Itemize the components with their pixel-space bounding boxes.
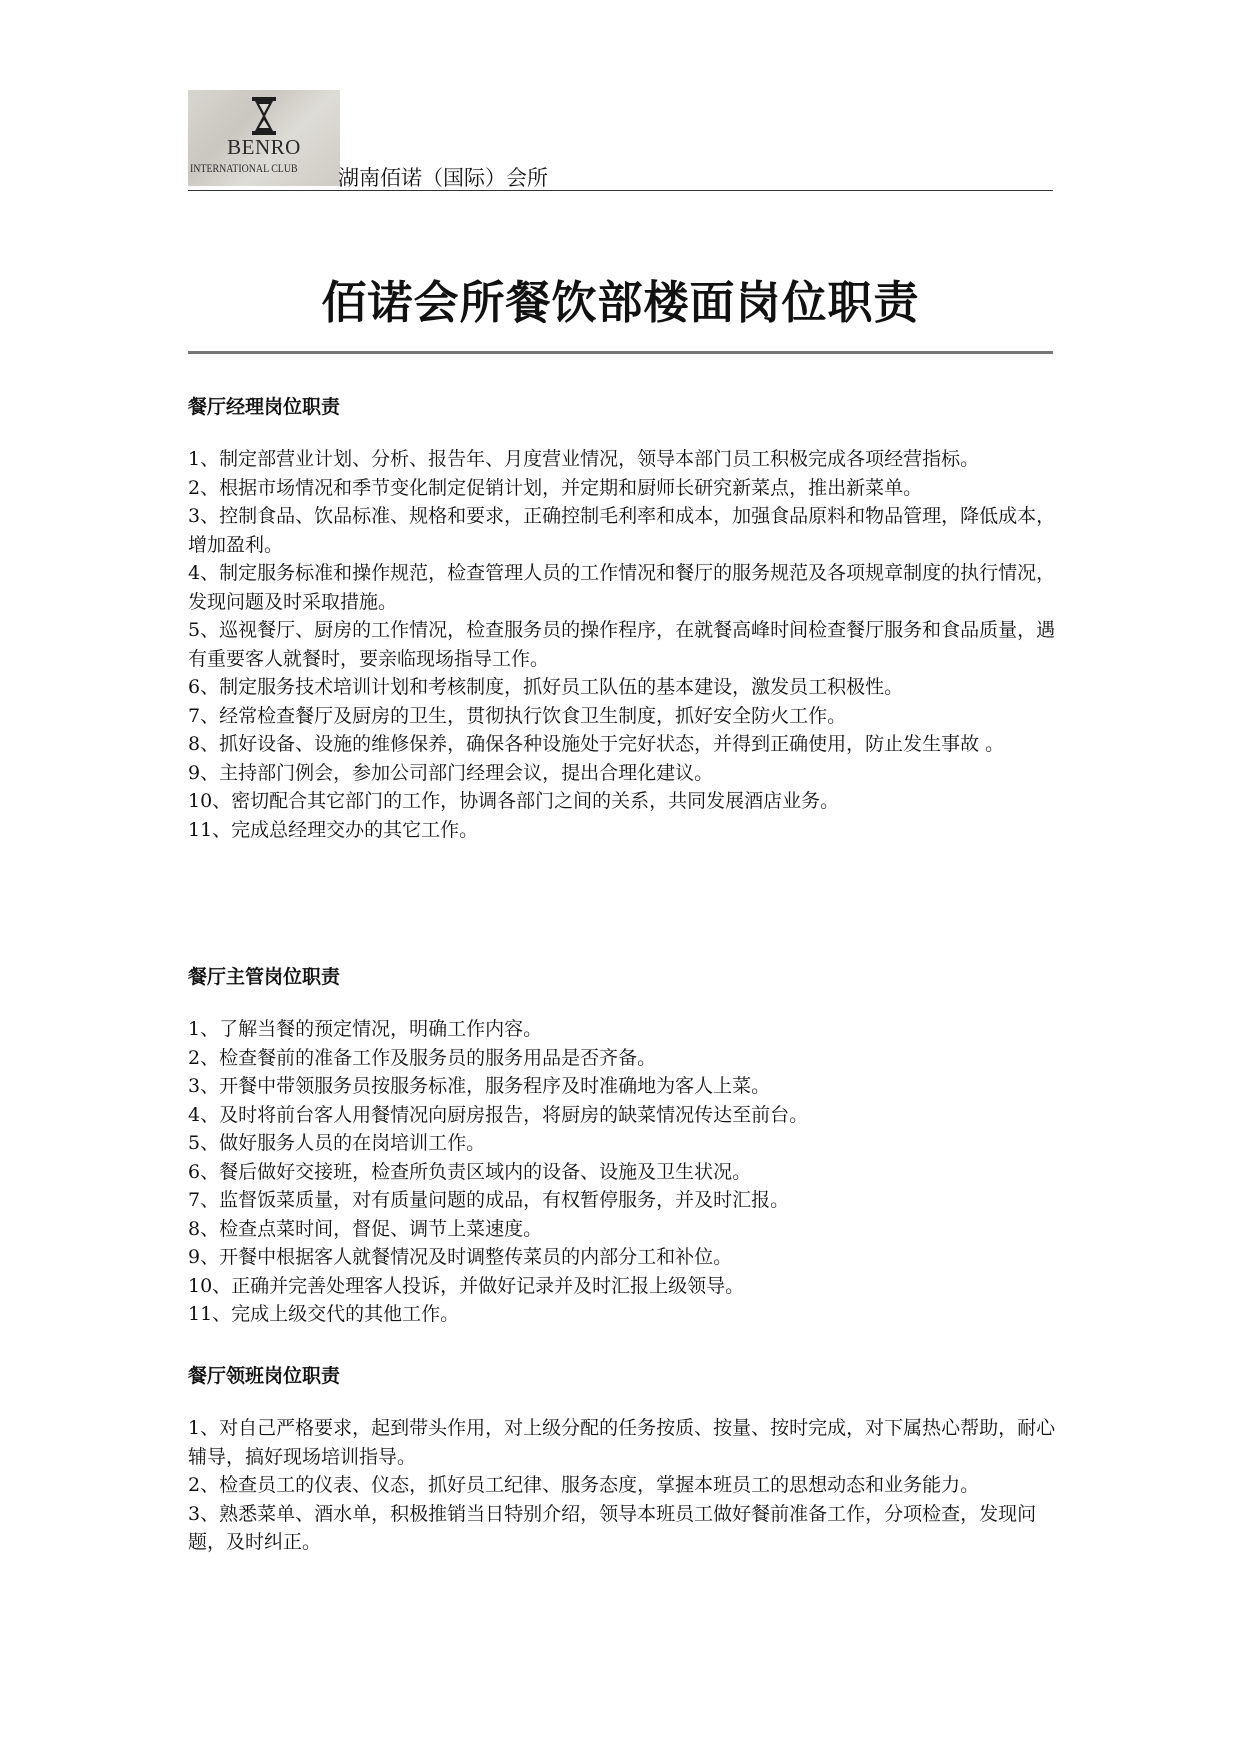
title-divider bbox=[188, 351, 1053, 354]
section-restaurant-manager bbox=[188, 393, 1058, 844]
duty-item: 8、抓好设备、设施的维修保养，确保各种设施处于完好状态，并得到正确使用，防止发生事故 。 bbox=[188, 733, 1005, 755]
document-title: 佰诺会所餐饮部楼面岗位职责 bbox=[321, 276, 920, 329]
benro-logo bbox=[188, 90, 340, 186]
duty-item: 10、正确并完善处理客人投诉，并做好记录并及时汇报上级领导。 bbox=[188, 1274, 745, 1297]
duty-item: 5、巡视餐厅、厨房的工作情况，检查服务员的操作程序，在就餐高峰时间检查餐厅服务和食品质量，遇有重要客人就餐时，要亲临现场指导工作。 bbox=[188, 619, 1056, 670]
duty-list bbox=[188, 445, 1058, 844]
page-header bbox=[188, 90, 1053, 191]
duty-item: 7、监督饭菜质量，对有质量问题的成品，有权暂停服务，并及时汇报。 bbox=[188, 1189, 790, 1211]
duty-item: 6、餐后做好交接班，检查所负责区域内的设备、设施及卫生状况。 bbox=[188, 1160, 752, 1183]
duty-item: 2、根据市场情况和季节变化制定促销计划，并定期和厨师长研究新菜点，推出新菜单。 bbox=[188, 476, 923, 499]
logo-subtitle-text: INTERNATIONAL CLUB bbox=[190, 163, 298, 175]
duty-item: 6、制定服务技术培训计划和考核制度，抓好员工队伍的基本建设，激发员工积极性。 bbox=[188, 676, 904, 698]
duty-list bbox=[188, 1015, 1058, 1329]
section-restaurant-supervisor bbox=[188, 963, 1058, 1329]
hourglass-icon bbox=[251, 97, 277, 135]
duty-item: 8、检查点菜时间，督促、调节上菜速度。 bbox=[188, 1217, 543, 1240]
section-heading: 餐厅主管岗位职责 bbox=[188, 966, 341, 988]
logo-brand-text: BENRO bbox=[227, 135, 301, 159]
section-heading: 餐厅领班岗位职责 bbox=[188, 1365, 341, 1387]
duty-item: 1、对自己严格要求，起到带头作用，对上级分配的任务按质、按量、按时完成，对下属热心帮助，耐心辅导，搞好现场培训指导。 bbox=[188, 1417, 1056, 1468]
duty-item: 4、及时将前台客人用餐情况向厨房报告，将厨房的缺菜情况传达至前台。 bbox=[188, 1103, 809, 1126]
duty-item: 1、了解当餐的预定情况，明确工作内容。 bbox=[188, 1018, 543, 1040]
duty-item: 3、控制食品、饮品标准、规格和要求，正确控制毛利率和成本，加强食品原料和物品管理，降低成本，增加盈利。 bbox=[188, 505, 1056, 556]
duty-item: 3、熟悉菜单、酒水单，积极推销当日特别介绍，领导本班员工做好餐前准备工作，分项检查，发现问题，及时纠正。 bbox=[188, 1502, 1037, 1553]
duty-item: 9、主持部门例会，参加公司部门经理会议，提出合理化建议。 bbox=[188, 761, 714, 784]
duty-item: 5、做好服务人员的在岗培训工作。 bbox=[188, 1132, 486, 1154]
duty-item: 4、制定服务标准和操作规范，检查管理人员的工作情况和餐厅的服务规范及各项规章制度的执行情况，发现问题及时采取措施。 bbox=[188, 562, 1056, 613]
header-org-name: 湖南佰诺（国际）会所 bbox=[338, 166, 548, 190]
duty-item: 2、检查餐前的准备工作及服务员的服务用品是否齐备。 bbox=[188, 1046, 657, 1069]
duty-item: 10、密切配合其它部门的工作，协调各部门之间的关系，共同发展酒店业务。 bbox=[188, 790, 840, 812]
duty-list bbox=[188, 1414, 1058, 1557]
duty-item: 7、经常检查餐厅及厨房的卫生，贯彻执行饮食卫生制度，抓好安全防火工作。 bbox=[188, 704, 847, 727]
duty-item: 1、制定部营业计划、分析、报告年、月度营业情况，领导本部门员工积极完成各项经营指标。 bbox=[188, 448, 980, 470]
duty-item: 9、开餐中根据客人就餐情况及时调整传菜员的内部分工和补位。 bbox=[188, 1246, 733, 1268]
section-heading: 餐厅经理岗位职责 bbox=[188, 396, 341, 418]
section-restaurant-team-leader bbox=[188, 1362, 1058, 1557]
duty-item: 11、完成上级交代的其他工作。 bbox=[188, 1303, 460, 1325]
duty-item: 2、检查员工的仪表、仪态，抓好员工纪律、服务态度，掌握本班员工的思想动态和业务能力。 bbox=[188, 1474, 980, 1496]
duty-item: 11、完成总经理交办的其它工作。 bbox=[188, 818, 479, 841]
duty-item: 3、开餐中带领服务员按服务标准，服务程序及时准确地为客人上菜。 bbox=[188, 1075, 771, 1097]
